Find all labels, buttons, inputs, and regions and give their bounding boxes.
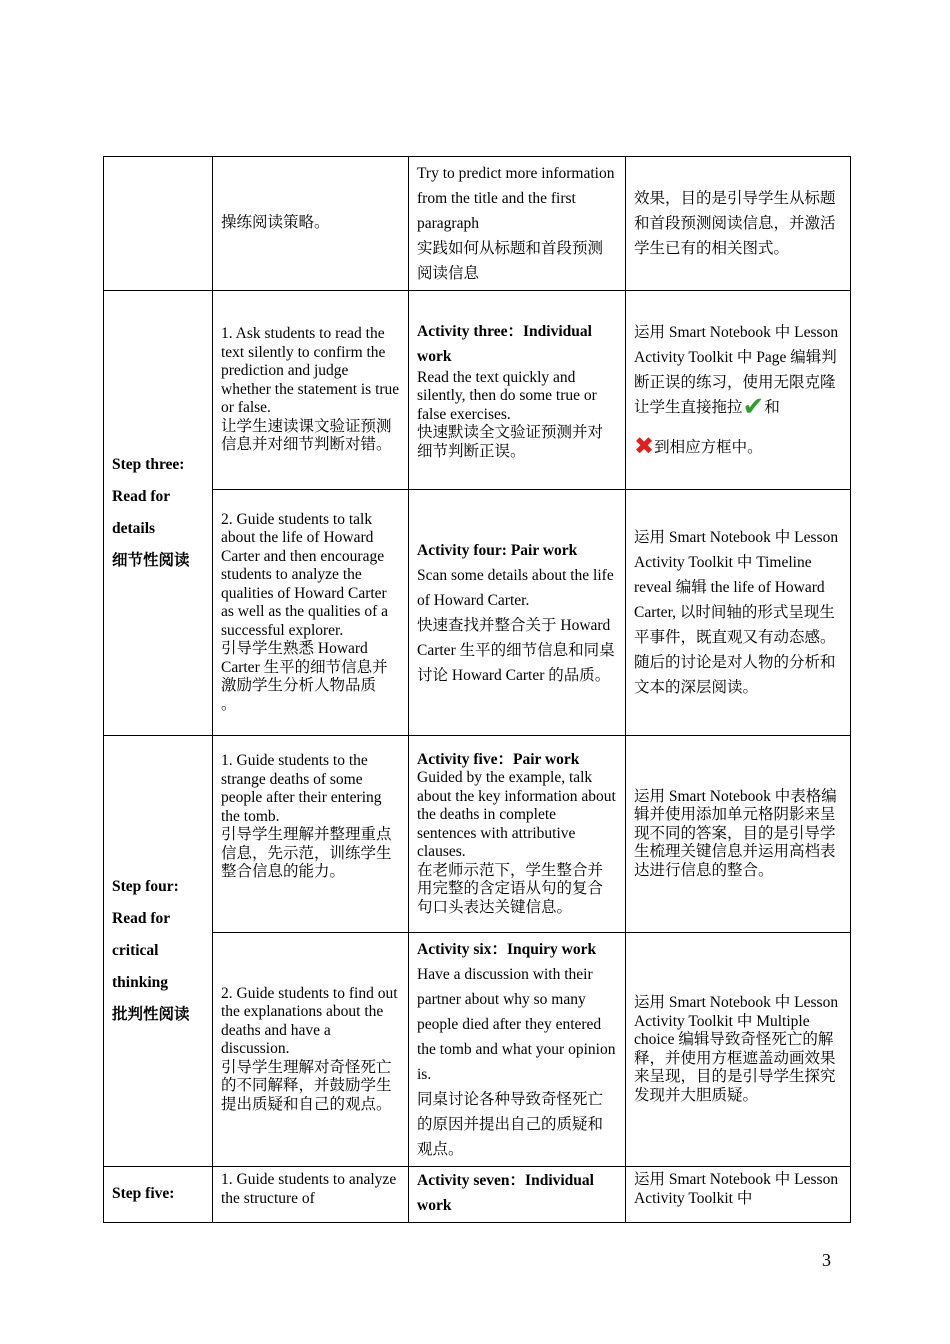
- step-label: Read for: [112, 910, 171, 927]
- design-intent-cell: [626, 157, 851, 291]
- table-row: [104, 490, 851, 736]
- student-text-zh: 在老师示范下，学生整合并用完整的含定语从句的复合句口头表达关键信息。: [417, 861, 604, 916]
- teacher-activity-cell: [213, 157, 409, 291]
- teacher-activity-cell: [213, 736, 409, 933]
- teacher-activity-cell: [213, 291, 409, 490]
- table-row: [104, 291, 851, 490]
- table-row: [104, 736, 851, 933]
- student-text-en: Guided by the example, talk about the key information about the deaths in complete sentences with attributive clauses.: [417, 769, 616, 861]
- table-row: [104, 933, 851, 1167]
- table-row: [104, 157, 851, 291]
- teacher-text: 操练阅读策略。: [221, 214, 330, 232]
- student-text-en: Read the text quickly and silently, then do some true or false exercises.: [417, 368, 597, 423]
- teacher-text-en: 1. Guide students to analyze the structure of: [221, 1171, 397, 1207]
- student-text-zh: 快速查找并整合关于 Howard Carter 生平的细节信息和同桌讨论 Howard Carter 的品质。: [417, 616, 615, 684]
- student-activity-cell: [409, 291, 626, 490]
- teacher-text-zh: 引导学生熟悉 Howard Carter 生平的细节信息并激励学生分析人物品质: [221, 640, 388, 695]
- student-activity-cell: [409, 1167, 626, 1223]
- student-text-en: Have a discussion with their partner about why so many people died after they entered the tomb and what your opinion is.: [417, 966, 616, 1083]
- checkmark-icon: ✔: [742, 392, 765, 422]
- step-label: thinking: [112, 974, 169, 991]
- teacher-text-en: 1. Ask students to read the text silently to confirm the prediction and judge whether the statement is true or false.: [221, 325, 400, 417]
- design-text-and: 和: [764, 399, 780, 416]
- step-label-zh: 批判性阅读: [112, 1006, 190, 1023]
- design-text: 运用 Smart Notebook 中 Lesson Activity Toolkit 中 Page 编辑判断正误的练习，使用无限克隆让学生直接拖拉: [634, 324, 839, 416]
- design-text: 效果，目的是引导学生从标题和首段预测阅读信息，并激活学生已有的相关图式。: [634, 190, 836, 257]
- step-cell: [104, 291, 213, 736]
- student-activity-cell: [409, 933, 626, 1167]
- student-text-zh: 实践如何从标题和首段预测阅读信息: [417, 240, 604, 282]
- design-text: 运用 Smart Notebook 中表格编辑并使用添加单元格阴影来呈现不同的答案，目的是引导学生梳理关键信息并运用高档表达进行信息的整合。: [634, 787, 837, 879]
- teacher-text-en: 2. Guide students to find out the explanations about the deaths and have a discussion.: [221, 984, 398, 1058]
- step-label: Read for: [112, 488, 171, 505]
- step-label-zh: 细节性阅读: [112, 552, 190, 569]
- cross-icon: ✖: [634, 432, 655, 460]
- student-text-en: Scan some details about the life of Howard Carter.: [417, 566, 614, 609]
- student-activity-cell: [409, 736, 626, 933]
- teacher-activity-cell: [213, 490, 409, 736]
- teacher-text-end: 。: [221, 695, 237, 713]
- student-text-zh: 快速默读全文验证预测并对细节判断正误。: [417, 424, 604, 460]
- step-label: Step three:: [112, 456, 185, 473]
- teacher-text-en: 2. Guide students to talk about the life of Howard Carter and then encourage students to analyze the qualities of Howard Carter as well as the qualities of a successful explorer.: [221, 510, 389, 639]
- student-text-zh: 同桌讨论各种导致奇怪死亡的原因并提出自己的质疑和观点。: [417, 1091, 604, 1158]
- teacher-text-zh: 引导学生理解对奇怪死亡的不同解释，并鼓励学生提出质疑和自己的观点。: [221, 1058, 392, 1113]
- design-intent-cell: [626, 933, 851, 1167]
- lesson-plan-table: [103, 156, 851, 1223]
- design-intent-cell: [626, 736, 851, 933]
- design-text: 运用 Smart Notebook 中 Lesson Activity Toolkit 中: [634, 1171, 839, 1207]
- student-activity-cell: [409, 157, 626, 291]
- activity-title: Activity three：Individual work: [417, 322, 592, 365]
- step-label: details: [112, 520, 156, 537]
- design-text-end: 到相应方框中。: [654, 439, 763, 456]
- design-intent-cell: [626, 490, 851, 736]
- activity-title: Activity seven：Individual work: [417, 1172, 594, 1214]
- step-cell: [104, 1167, 213, 1223]
- design-text: 运用 Smart Notebook 中 Lesson Activity Toolkit 中 Multiple choice 编辑导致奇怪死亡的解释，并使用方框遮盖动画效果来呈现，目的是引导学生探究发现并大胆质疑。: [634, 994, 839, 1104]
- student-activity-cell: [409, 490, 626, 736]
- student-text-en: Try to predict more information from the title and the first paragraph: [417, 165, 615, 232]
- page-number: 3: [822, 1250, 831, 1270]
- teacher-activity-cell: [213, 933, 409, 1167]
- design-text: 运用 Smart Notebook 中 Lesson Activity Toolkit 中 Timeline reveal 编辑 the life of Howard Carter, 以时间轴的形式呈现生平事件，既直观又有动态感。随后的讨论是对人物的分析和文本的深层阅读。: [634, 529, 839, 696]
- teacher-activity-cell: [213, 1167, 409, 1223]
- activity-title: Activity six：Inquiry work: [417, 941, 597, 958]
- design-intent-cell: [626, 291, 851, 490]
- activity-title: Activity four: Pair work: [417, 541, 578, 559]
- step-cell: [104, 736, 213, 1167]
- table-row: [104, 1167, 851, 1223]
- step-label: Step four:: [112, 878, 179, 895]
- teacher-text-zh: 让学生速读课文验证预测信息并对细节判断对错。: [221, 417, 392, 454]
- teacher-text-zh: 引导学生理解并整理重点信息，先示范，训练学生整合信息的能力。: [221, 826, 392, 880]
- activity-title: Activity five：Pair work: [417, 750, 580, 768]
- step-label: Step five:: [112, 1185, 175, 1203]
- step-cell: [104, 157, 213, 291]
- step-label: critical: [112, 942, 159, 959]
- teacher-text-en: 1. Guide students to the strange deaths of some people after their entering the tomb.: [221, 752, 382, 825]
- design-intent-cell: [626, 1167, 851, 1223]
